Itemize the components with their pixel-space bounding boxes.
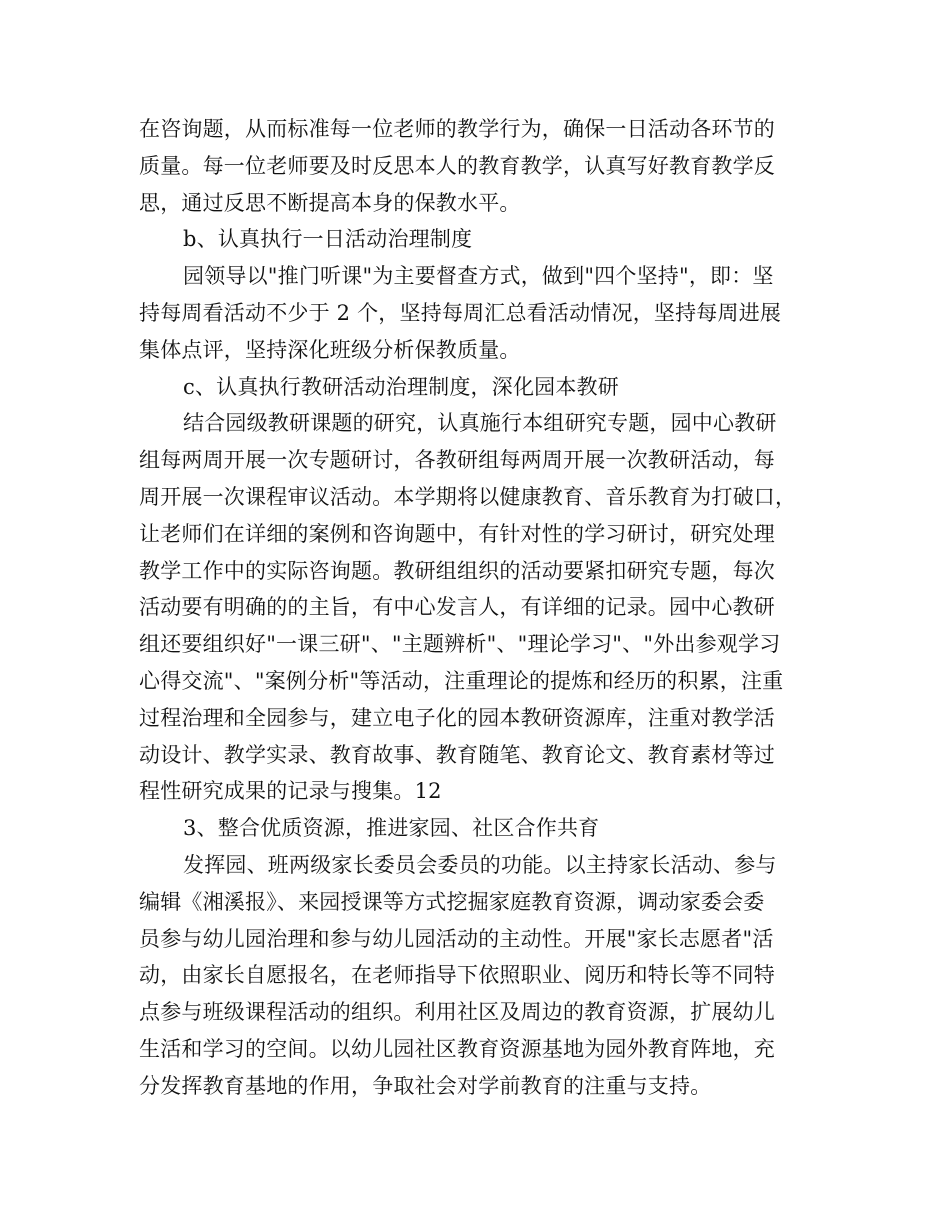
text-line: 教学工作中的实际咨询题。教研组组织的活动要紧扣研究专题，每次 bbox=[139, 558, 775, 583]
text-line: 让老师们在详细的案例和咨询题中，有针对性的学习研讨，研究处理 bbox=[139, 521, 775, 546]
text-line: 动设计、教学实录、教育故事、教育随笔、教育论文、教育素材等过 bbox=[139, 742, 775, 767]
text-line: 集体点评，坚持深化班级分析保教质量。 bbox=[139, 337, 521, 362]
text-line: 周开展一次课程审议活动。本学期将以健康教育、音乐教育为打破口， bbox=[139, 484, 797, 509]
text-line: 持每周看活动不少于 2 个，坚持每周汇总看活动情况，坚持每周进展 bbox=[139, 300, 782, 325]
text-line: 分发挥教育基地的作用，争取社会对学前教育的注重与支持。 bbox=[139, 1073, 712, 1098]
text-line: 程性研究成果的记录与搜集。12 bbox=[139, 779, 442, 804]
document-body bbox=[139, 111, 819, 1105]
text-line: 点参与班级课程活动的组织。利用社区及周边的教育资源，扩展幼儿 bbox=[139, 1000, 775, 1025]
text-line: b、认真执行一日活动治理制度 bbox=[183, 227, 473, 252]
text-line: 质量。每一位老师要及时反思本人的教育教学，认真写好教育教学反 bbox=[139, 153, 775, 178]
text-line: 编辑《湘溪报》、来园授课等方式挖掘家庭教育资源，调动家委会委 bbox=[139, 889, 765, 914]
text-line: 生活和学习的空间。以幼儿园社区教育资源基地为园外教育阵地，充 bbox=[139, 1036, 775, 1061]
text-line: 发挥园、班两级家长委员会委员的功能。以主持家长活动、参与 bbox=[183, 852, 777, 877]
text-line: 组每两周开展一次专题研讨，各教研组每两周开展一次教研活动，每 bbox=[139, 448, 775, 473]
text-line: 组还要组织好"一课三研"、"主题辨析"、"理论学习"、"外出参观学习 bbox=[139, 632, 781, 657]
text-line: 园领导以"推门听课"为主要督查方式，做到"四个坚持"，即：坚 bbox=[183, 264, 774, 289]
text-line: 员参与幼儿园治理和参与幼儿园活动的主动性。开展"家长志愿者"活 bbox=[139, 926, 774, 951]
text-line: 思，通过反思不断提高本身的保教水平。 bbox=[139, 190, 521, 215]
text-line: 活动要有明确的的主旨，有中心发言人，有详细的记录。园中心教研 bbox=[139, 595, 775, 620]
text-line: 过程治理和全园参与，建立电子化的园本教研资源库，注重对教学活 bbox=[139, 705, 775, 730]
text-line: 3、整合优质资源，推进家园、社区合作共育 bbox=[183, 816, 600, 841]
text-line: 在咨询题，从而标准每一位老师的教学行为，确保一日活动各环节的 bbox=[139, 117, 775, 141]
text-line: 结合园级教研课题的研究，认真施行本组研究专题，园中心教研 bbox=[183, 411, 777, 436]
text-line: 心得交流"、"案例分析"等活动，注重理论的提炼和经历的积累，注重 bbox=[139, 668, 784, 693]
text-line: 动，由家长自愿报名，在老师指导下依照职业、阅历和特长等不同特 bbox=[139, 963, 775, 988]
text-line: c、认真执行教研活动治理制度，深化园本教研 bbox=[183, 374, 619, 399]
